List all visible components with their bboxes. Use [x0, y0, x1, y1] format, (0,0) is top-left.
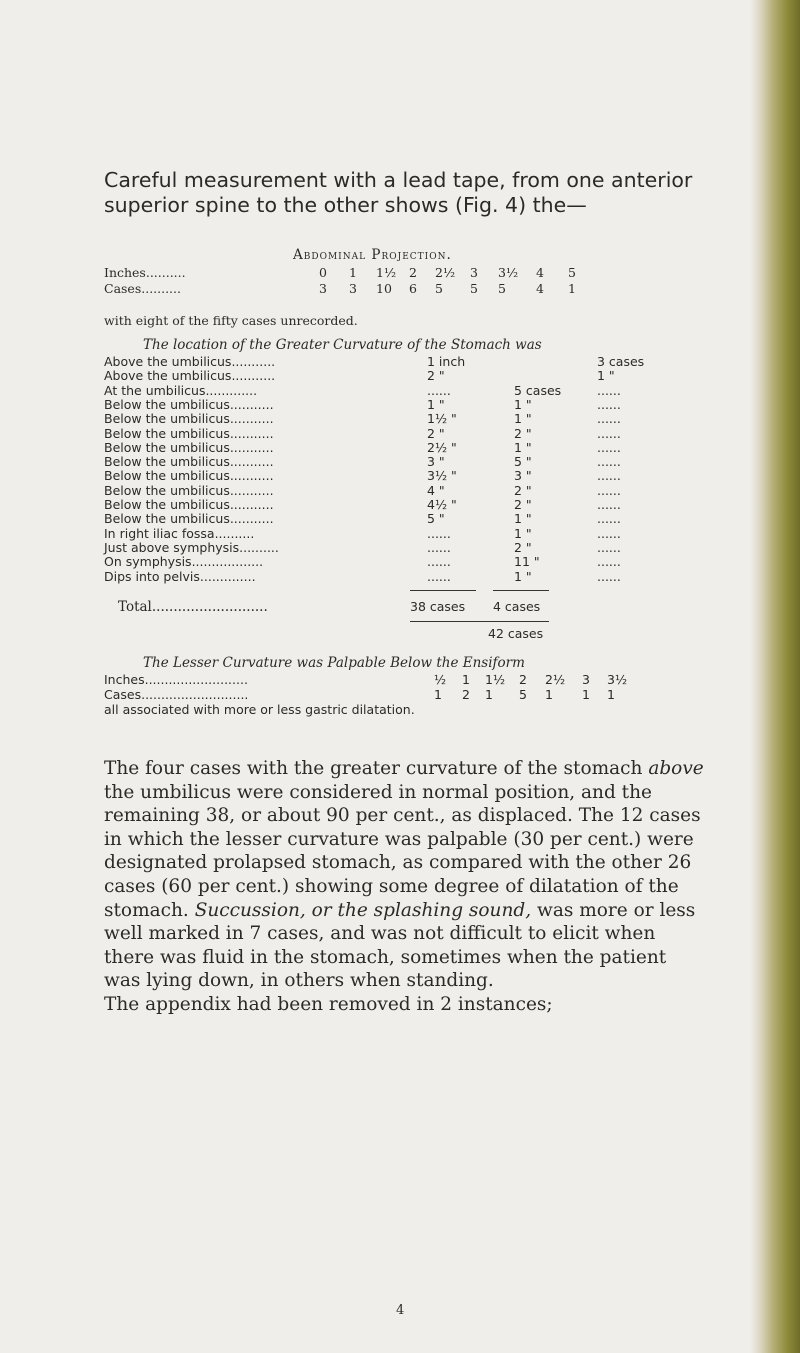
abdominal-cases-cell: 4: [536, 281, 544, 296]
row-cases-col1: 1 ": [514, 439, 532, 455]
abdominal-cases-cell: 5: [498, 281, 506, 296]
row-cases-col2: ......: [597, 454, 621, 470]
row-inches: ......: [427, 554, 451, 570]
abdominal-cases-label: Cases..........: [104, 281, 181, 296]
abdominal-cases-cell: 10: [376, 281, 392, 296]
lesser-inches-cell: 3½: [607, 672, 628, 687]
abdominal-cases-cell: 5: [470, 281, 478, 296]
row-cases-col1: 1 ": [514, 525, 532, 541]
row-location: On symphysis..................: [104, 554, 264, 570]
row-inches: 4½ ": [427, 497, 457, 512]
row-cases-col2: ......: [597, 439, 621, 455]
row-location: Below the umbilicus...........: [104, 439, 274, 455]
lesser-inches-cell: 1: [462, 672, 470, 687]
row-cases-col2: ......: [597, 468, 621, 484]
body-paragraph-last: The appendix had been removed in 2 instances;: [104, 993, 553, 1015]
body-text-run: the umbilicus were considered in normal position, and the remaining 38, or about 90 per cent., as displaced. The 12 cases in which the lesser curvature was palpable (30 per cent.) were designated prolapsed stomach, as compared with the other 26 cases (60 per cent.) showing some degree of dilatation of the stomach.: [104, 781, 701, 921]
row-inches: ......: [427, 525, 451, 541]
lesser-note: all associated with more or less gastric dilatation.: [104, 702, 415, 717]
row-cases-col1: 2 ": [514, 425, 532, 441]
row-cases-col1: 1 ": [514, 511, 532, 527]
row-location: Below the umbilicus...........: [104, 396, 274, 412]
row-cases-col2: ......: [597, 525, 621, 541]
row-cases-col1: 11 ": [514, 554, 540, 570]
body-text-run: was more or less well marked in 7 cases, and was not difficult to elicit when there was fluid in the stomach, sometimes when the patient was lying down, in others when standing.: [104, 899, 696, 992]
abdominal-inches-label: Inches..........: [104, 265, 186, 280]
row-inches: 2 ": [427, 368, 445, 384]
lesser-inches-cell: 1½: [485, 672, 506, 687]
total-cases-col1: 38 cases: [410, 599, 466, 614]
abdominal-inches-cell: 1½: [376, 265, 397, 280]
row-location: Below the umbilicus...........: [104, 425, 274, 441]
abdominal-cases-cell: 3: [319, 281, 327, 296]
row-location: Below the umbilicus...........: [104, 497, 274, 512]
abdominal-cases-cell: 1: [568, 281, 576, 296]
row-cases-col2: ......: [597, 554, 621, 570]
abdominal-note: with eight of the fifty cases unrecorded.: [104, 313, 358, 328]
lesser-cases-cell: 1: [607, 687, 615, 702]
abdominal-projection-title: Abdominal Projection.: [293, 247, 452, 263]
row-cases-col2: ......: [597, 511, 621, 527]
intro-paragraph: Careful measurement with a lead tape, from one anterior superior spine to the other shows (Fig. 4) the—: [104, 168, 693, 217]
lesser-inches-cell: 2½: [545, 672, 566, 687]
row-cases-col1: 5 ": [514, 454, 532, 470]
total-label: Total...........................: [118, 599, 268, 615]
grand-total-rule: [410, 621, 549, 622]
row-cases-col1: 1 ": [514, 568, 532, 584]
grand-total: 42 cases: [488, 626, 544, 641]
row-cases-col2: 1 ": [597, 368, 615, 384]
page-number: 4: [396, 1303, 405, 1318]
row-location: Dips into pelvis..............: [104, 568, 256, 584]
total-rule-col1: [410, 590, 476, 591]
lesser-cases-cell: 1: [582, 687, 590, 702]
row-location: At the umbilicus.............: [104, 382, 258, 398]
lesser-cases-label: Cases...........................: [104, 687, 249, 702]
row-location: Below the umbilicus...........: [104, 454, 274, 470]
body-paragraph-main: [104, 757, 704, 993]
row-cases-col2: ......: [597, 425, 621, 441]
row-inches: 2½ ": [427, 439, 457, 455]
lesser-cases-cell: 1: [545, 687, 553, 702]
row-cases-col1: 2 ": [514, 539, 532, 555]
row-cases-col1: 1 ": [514, 396, 532, 412]
row-inches: 1 inch: [427, 354, 466, 369]
abdominal-cases-cell: 3: [349, 281, 357, 296]
lesser-cases-cell: 1: [485, 687, 493, 702]
abdominal-inches-cell: 2: [409, 265, 417, 280]
row-location: In right iliac fossa..........: [104, 525, 255, 541]
lesser-cases-cell: 1: [434, 687, 442, 702]
total-cases-col2: 4 cases: [493, 599, 541, 614]
row-location: Above the umbilicus...........: [104, 354, 276, 369]
row-location: Above the umbilicus...........: [104, 368, 276, 384]
row-cases-col2: ......: [597, 382, 621, 398]
row-inches: 2 ": [427, 425, 445, 441]
row-inches: ......: [427, 539, 451, 555]
lesser-cases-cell: 2: [462, 687, 470, 702]
row-inches: 1½ ": [427, 411, 457, 427]
row-location: Below the umbilicus...........: [104, 511, 274, 527]
abdominal-inches-cell: 2½: [435, 265, 456, 280]
row-cases-col2: ......: [597, 482, 621, 498]
body-text-emphasis: Succussion, or the splashing sound,: [194, 899, 532, 921]
lesser-cases-cell: 5: [519, 687, 527, 702]
lesser-curvature-title: The Lesser Curvature was Palpable Below the Ensiform: [143, 655, 525, 671]
total-rule-col2: [493, 590, 549, 591]
row-inches: 3½ ": [427, 468, 457, 484]
abdominal-inches-cell: 4: [536, 265, 544, 280]
row-cases-col1: 1 ": [514, 411, 532, 427]
abdominal-cases-cell: 5: [435, 281, 443, 296]
abdominal-inches-cell: 1: [349, 265, 357, 280]
greater-curvature-title: The location of the Greater Curvature of the Stomach was: [143, 337, 542, 353]
row-location: Below the umbilicus...........: [104, 411, 274, 427]
abdominal-inches-cell: 3: [470, 265, 478, 280]
row-cases-col2: ......: [597, 497, 621, 512]
lesser-inches-cell: ½: [434, 672, 447, 687]
row-cases-col1: 5 cases: [514, 382, 562, 398]
row-cases-col2: ......: [597, 539, 621, 555]
row-cases-col1: 2 ": [514, 497, 532, 512]
row-cases-col1: 2 ": [514, 482, 532, 498]
abdominal-inches-cell: 0: [319, 265, 327, 280]
row-cases-col1: 3 ": [514, 468, 532, 484]
row-inches: ......: [427, 382, 451, 398]
lesser-inches-label: Inches..........................: [104, 672, 248, 687]
row-cases-col2: ......: [597, 411, 621, 427]
body-paragraph: [104, 757, 704, 1017]
row-location: Below the umbilicus...........: [104, 482, 274, 498]
lesser-inches-cell: 3: [582, 672, 590, 687]
abdominal-inches-cell: 3½: [498, 265, 519, 280]
row-inches: 3 ": [427, 454, 445, 470]
row-inches: 4 ": [427, 482, 445, 498]
abdominal-inches-cell: 5: [568, 265, 576, 280]
body-text-emphasis: above: [648, 758, 704, 779]
row-inches: 1 ": [427, 396, 445, 412]
row-inches: 5 ": [427, 511, 445, 527]
body-text-run: The four cases with the greater curvature of the stomach: [104, 758, 649, 779]
row-location: Just above symphysis..........: [104, 539, 279, 555]
lesser-inches-cell: 2: [519, 672, 527, 687]
row-cases-col2: ......: [597, 396, 621, 412]
row-cases-col2: 3 cases: [597, 354, 645, 369]
row-location: Below the umbilicus...........: [104, 468, 274, 484]
row-inches: ......: [427, 568, 451, 584]
row-cases-col2: ......: [597, 568, 621, 584]
page-edge-binding: [750, 0, 800, 1353]
abdominal-cases-cell: 6: [409, 281, 417, 296]
